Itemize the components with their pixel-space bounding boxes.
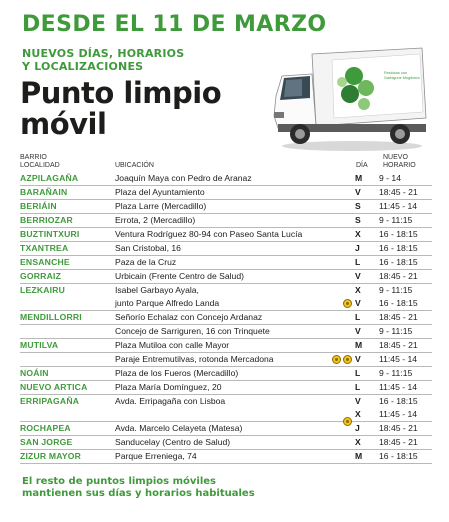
row-ubicacion-text: Plaza del Ayuntamiento bbox=[115, 187, 205, 197]
row-barrio: BARAÑAIN bbox=[20, 186, 115, 200]
table-row bbox=[20, 353, 432, 367]
table-row bbox=[20, 256, 432, 270]
row-horario: 9 - 11:15 bbox=[379, 325, 432, 339]
table-row bbox=[20, 297, 432, 311]
row-barrio bbox=[20, 297, 115, 311]
row-barrio: BERRIOZAR bbox=[20, 214, 115, 228]
row-dia: L bbox=[355, 256, 379, 270]
row-ubicacion bbox=[115, 297, 355, 311]
row-ubicacion bbox=[115, 367, 355, 381]
schedule-table bbox=[20, 172, 432, 464]
row-ubicacion-text: Concejo de Sarriguren, 16 con Trinquete bbox=[115, 326, 270, 336]
row-horario: 16 - 18:15 bbox=[379, 450, 432, 464]
row-horario: 11:45 - 14 bbox=[379, 200, 432, 214]
table-row bbox=[20, 186, 432, 200]
sun-icon bbox=[343, 299, 352, 308]
row-horario: 9 - 14 bbox=[379, 172, 432, 186]
row-horario: 9 - 11:15 bbox=[379, 367, 432, 381]
row-barrio: NUEVO ARTICA bbox=[20, 381, 115, 395]
row-ubicacion-text: Urbicain (Frente Centro de Salud) bbox=[115, 271, 244, 281]
row-ubicacion bbox=[115, 408, 355, 422]
row-horario: 16 - 18:15 bbox=[379, 297, 432, 311]
table-row bbox=[20, 200, 432, 214]
row-dia: V bbox=[355, 186, 379, 200]
table-row bbox=[20, 395, 432, 409]
row-horario: 11:45 - 14 bbox=[379, 408, 432, 422]
row-ubicacion bbox=[115, 339, 355, 353]
row-barrio: SAN JORGE bbox=[20, 436, 115, 450]
row-ubicacion-text: Parque Erreniega, 74 bbox=[115, 451, 197, 461]
row-dia: S bbox=[355, 214, 379, 228]
row-dia: L bbox=[355, 311, 379, 325]
row-barrio: NOÁIN bbox=[20, 367, 115, 381]
footer-note bbox=[22, 476, 255, 500]
row-dia: X bbox=[355, 285, 361, 295]
row-dia: X bbox=[355, 408, 379, 422]
row-barrio: BUZTINTXURI bbox=[20, 228, 115, 242]
truck-text-1: Residuos con bbox=[384, 71, 408, 75]
column-header-barrio: BARRIO LOCALIDAD bbox=[20, 154, 60, 169]
row-barrio: ERRIPAGAÑA bbox=[20, 396, 80, 406]
row-horario: 11:45 - 14 bbox=[379, 381, 432, 395]
row-ubicacion-text: Plaza de los Fueros (Mercadillo) bbox=[115, 368, 239, 378]
row-ubicacion bbox=[115, 353, 355, 367]
table-row bbox=[20, 214, 432, 228]
row-ubicacion-text: Paraje Entremutilvas, rotonda Mercadona bbox=[115, 354, 274, 364]
row-ubicacion-text: Isabel Garbayo Ayala, bbox=[115, 285, 199, 295]
row-ubicacion bbox=[115, 325, 355, 339]
table-row bbox=[20, 339, 432, 353]
row-ubicacion-text: Paza de la Cruz bbox=[115, 257, 177, 267]
title-line-2: móvil bbox=[20, 107, 107, 141]
row-barrio: MUTILVA bbox=[20, 339, 115, 353]
row-ubicacion bbox=[115, 214, 355, 228]
footer-line-1: El resto de puntos limpios móviles bbox=[22, 476, 217, 487]
row-barrio: MENDILLORRI bbox=[20, 311, 115, 325]
row-dia: V bbox=[355, 353, 379, 367]
row-ubicacion-text: Ventura Rodríguez 80-94 con Paseo Santa Lucía bbox=[115, 229, 303, 239]
row-ubicacion bbox=[115, 381, 355, 395]
row-ubicacion bbox=[115, 395, 355, 409]
row-dia: V bbox=[355, 396, 361, 406]
row-ubicacion bbox=[115, 284, 355, 298]
row-dia: M bbox=[355, 172, 379, 186]
row-barrio: AZPILAGAÑA bbox=[20, 172, 115, 186]
headline: DESDE EL 11 DE MARZO bbox=[22, 12, 327, 37]
row-ubicacion-text: Plaza María Domínguez, 20 bbox=[115, 382, 222, 392]
table-row bbox=[20, 270, 432, 284]
subtitle bbox=[22, 47, 184, 73]
row-ubicacion bbox=[115, 172, 355, 186]
table-row bbox=[20, 284, 432, 298]
row-barrio: ROCHAPEA bbox=[20, 422, 115, 436]
row-ubicacion bbox=[115, 228, 355, 242]
row-ubicacion-text: Joaquín Maya con Pedro de Aranaz bbox=[115, 173, 252, 183]
title-line-1: Punto limpio bbox=[20, 76, 222, 110]
table-row bbox=[20, 422, 432, 436]
row-dia: J bbox=[355, 242, 379, 256]
row-ubicacion bbox=[115, 200, 355, 214]
row-ubicacion-text: Avda. Erripagaña con Lisboa bbox=[115, 396, 226, 406]
row-horario: 18:45 - 21 bbox=[379, 311, 432, 325]
row-dia: X bbox=[355, 436, 379, 450]
sun-icon bbox=[332, 355, 341, 364]
subtitle-line-1: NUEVOS DÍAS, HORARIOS bbox=[22, 47, 185, 60]
table-row bbox=[20, 408, 432, 422]
column-header-ubicacion: UBICACIÓN bbox=[115, 162, 154, 169]
table-row bbox=[20, 381, 432, 395]
row-barrio: GORRAIZ bbox=[20, 270, 115, 284]
row-horario: 18:45 - 21 bbox=[379, 186, 432, 200]
truck-text-2: Garbigune Mugikorra bbox=[384, 76, 420, 80]
row-horario: 9 - 11:15 bbox=[379, 285, 413, 295]
truck-illustration bbox=[272, 46, 432, 154]
row-barrio bbox=[20, 408, 115, 422]
table-row bbox=[20, 228, 432, 242]
footer-line-2: mantienen sus días y horarios habituales bbox=[22, 488, 255, 499]
row-ubicacion bbox=[115, 256, 355, 270]
row-ubicacion bbox=[115, 242, 355, 256]
row-dia: J bbox=[355, 422, 379, 436]
row-horario: 9 - 11:15 bbox=[379, 214, 432, 228]
row-dia: M bbox=[355, 450, 379, 464]
row-horario: 18:45 - 21 bbox=[379, 339, 432, 353]
row-barrio bbox=[20, 325, 115, 339]
row-dia: V bbox=[355, 325, 379, 339]
row-ubicacion-text: Avda. Marcelo Celayeta (Matesa) bbox=[115, 423, 243, 433]
row-ubicacion bbox=[115, 422, 355, 436]
row-ubicacion bbox=[115, 450, 355, 464]
row-ubicacion bbox=[115, 436, 355, 450]
page-title bbox=[20, 78, 221, 140]
row-horario: 18:45 - 21 bbox=[379, 422, 432, 436]
row-barrio bbox=[20, 353, 115, 367]
sun-icon bbox=[343, 355, 352, 364]
row-ubicacion-text: junto Parque Alfredo Landa bbox=[115, 298, 220, 308]
row-barrio: ZIZUR MAYOR bbox=[20, 450, 115, 464]
row-ubicacion-text: Errota, 2 (Mercadillo) bbox=[115, 215, 196, 225]
table-row bbox=[20, 325, 432, 339]
row-ubicacion-text: Plaza Mutiloa con calle Mayor bbox=[115, 340, 230, 350]
row-ubicacion-text: Plaza Larre (Mercadillo) bbox=[115, 201, 207, 211]
row-horario: 11:45 - 14 bbox=[379, 353, 432, 367]
row-horario: 16 - 18:15 bbox=[379, 396, 418, 406]
table-row bbox=[20, 172, 432, 186]
row-dia: M bbox=[355, 339, 379, 353]
subtitle-line-2: Y LOCALIZACIONES bbox=[22, 60, 144, 73]
row-ubicacion bbox=[115, 186, 355, 200]
row-barrio: ENSANCHE bbox=[20, 256, 115, 270]
row-horario: 18:45 - 21 bbox=[379, 436, 432, 450]
row-horario: 18:45 - 21 bbox=[379, 270, 432, 284]
row-dia: L bbox=[355, 381, 379, 395]
row-ubicacion bbox=[115, 270, 355, 284]
row-barrio: BERIÁIN bbox=[20, 200, 115, 214]
row-barrio: LEZKAIRU bbox=[20, 285, 66, 295]
row-dia: V bbox=[355, 297, 379, 311]
row-horario: 16 - 18:15 bbox=[379, 242, 432, 256]
row-ubicacion-text: San Cristobal, 16 bbox=[115, 243, 181, 253]
row-dia: X bbox=[355, 228, 379, 242]
table-row bbox=[20, 450, 432, 464]
row-horario: 16 - 18:15 bbox=[379, 256, 432, 270]
column-header-dia: DÍA bbox=[356, 162, 368, 169]
row-ubicacion-text: Sanducelay (Centro de Salud) bbox=[115, 437, 231, 447]
table-row bbox=[20, 242, 432, 256]
row-ubicacion-text: Señorío Echalaz con Concejo Ardanaz bbox=[115, 312, 263, 322]
table-row bbox=[20, 311, 432, 325]
row-dia: V bbox=[355, 270, 379, 284]
table-row bbox=[20, 436, 432, 450]
row-horario: 16 - 18:15 bbox=[379, 228, 432, 242]
row-barrio: TXANTREA bbox=[20, 242, 115, 256]
row-ubicacion bbox=[115, 311, 355, 325]
column-header-horario: NUEVO HORARIO bbox=[383, 154, 416, 169]
table-row bbox=[20, 367, 432, 381]
row-dia: S bbox=[355, 200, 379, 214]
row-dia: L bbox=[355, 367, 379, 381]
